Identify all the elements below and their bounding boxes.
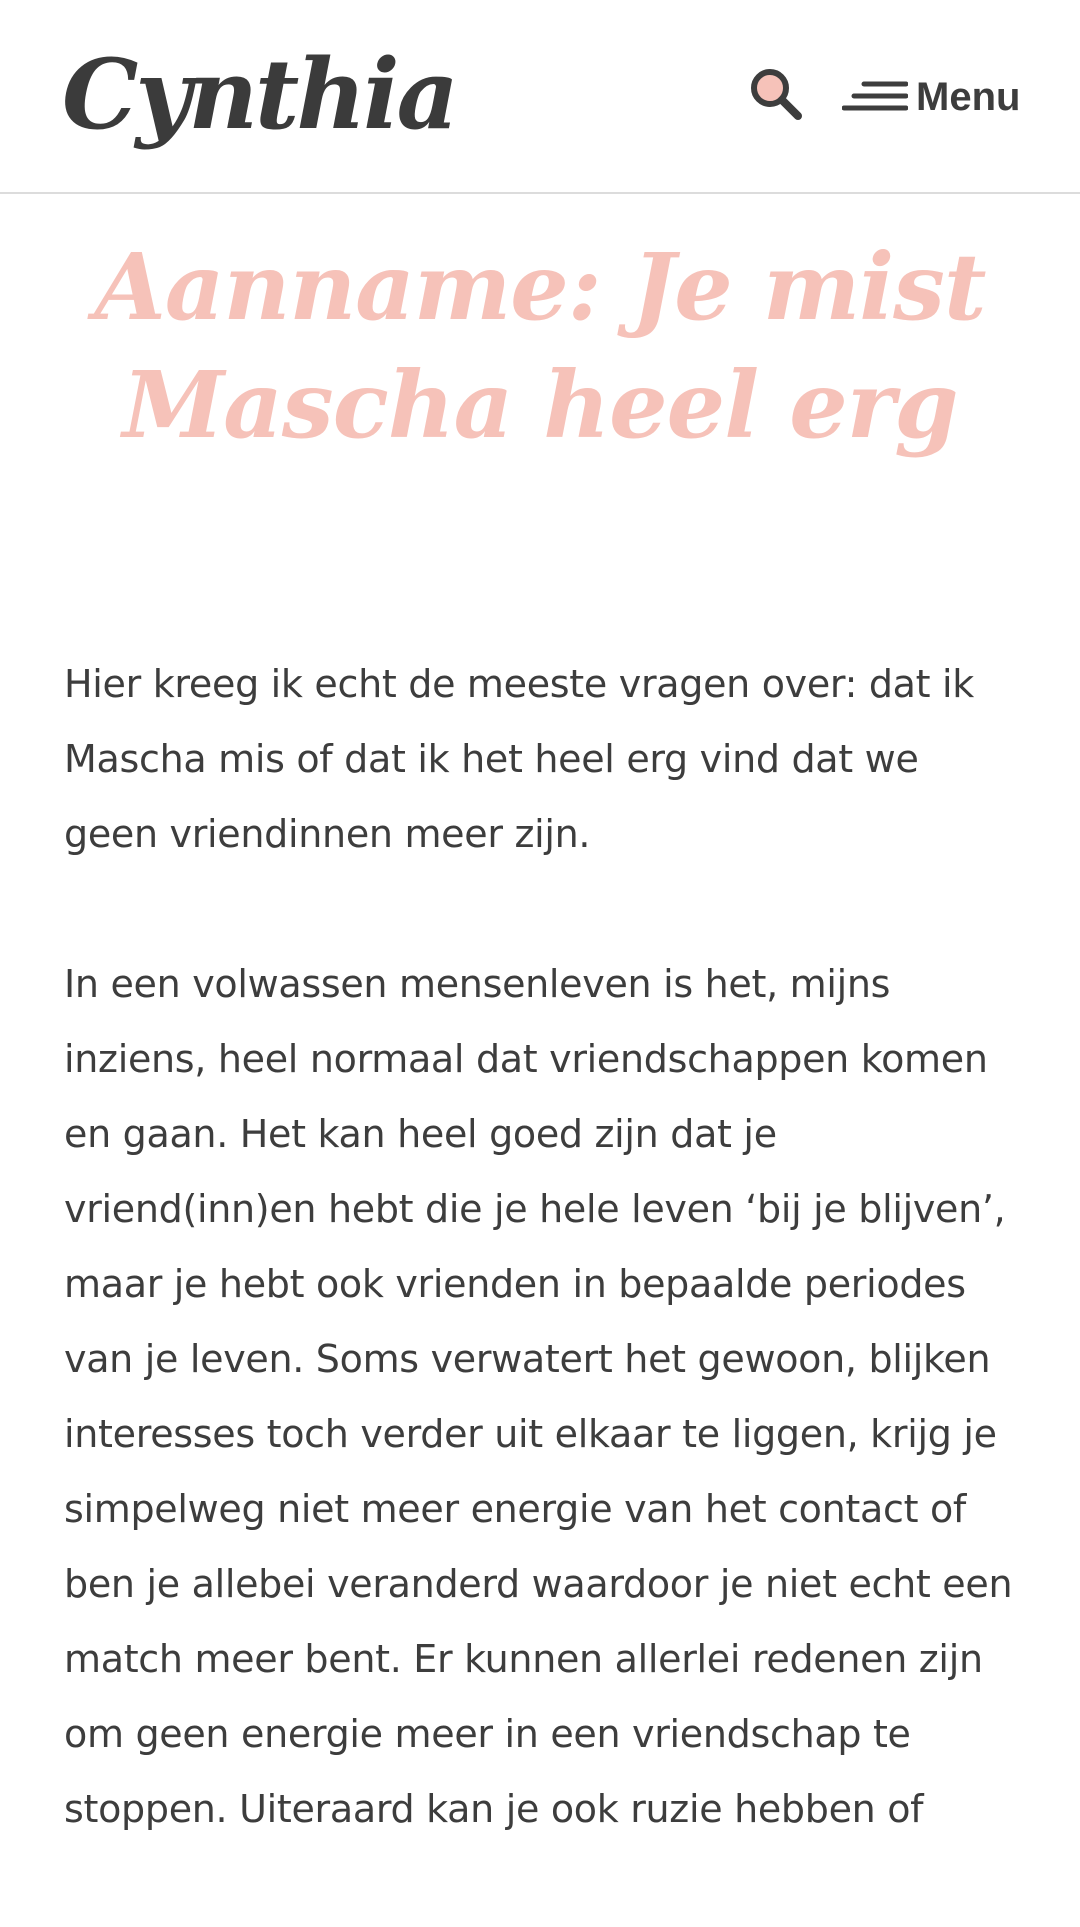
site-logo[interactable]: Cynthia	[62, 38, 456, 151]
hamburger-menu-icon	[842, 79, 908, 115]
article-content	[64, 647, 1024, 1922]
search-button[interactable]	[748, 66, 806, 124]
site-header	[0, 0, 1080, 194]
menu-label: Menu	[916, 74, 1021, 119]
article-title: Aanname: Je mist Mascha heel erg	[94, 233, 986, 459]
article-paragraph: Hier kreeg ik echt de meeste vragen over: dat ik Mascha mis of dat ik het heel erg vind dat we geen vriendinnen meer zijn.	[64, 662, 975, 856]
article-paragraph: In een volwassen mensenleven is het, mijns inziens, heel normaal dat vriendschappen komen en gaan. Het kan heel goed zijn dat je vriend(inn)en hebt die je hele leven ‘bij je blijven’, maar je hebt ook vrienden in bepaalde periodes van je leven. Soms verwatert het gewoon, blijken interesses toch verder uit elkaar te liggen, krijg je simpelweg niet meer energie van het contact of ben je allebei veranderd waardoor je niet echt een match meer bent. Er kunnen allerlei redenen zijn om geen energie meer in een vriendschap te stoppen. Uiteraard kan je ook ruzie hebben of	[64, 962, 1013, 1831]
menu-button[interactable]	[842, 70, 1020, 124]
search-icon	[748, 66, 806, 124]
